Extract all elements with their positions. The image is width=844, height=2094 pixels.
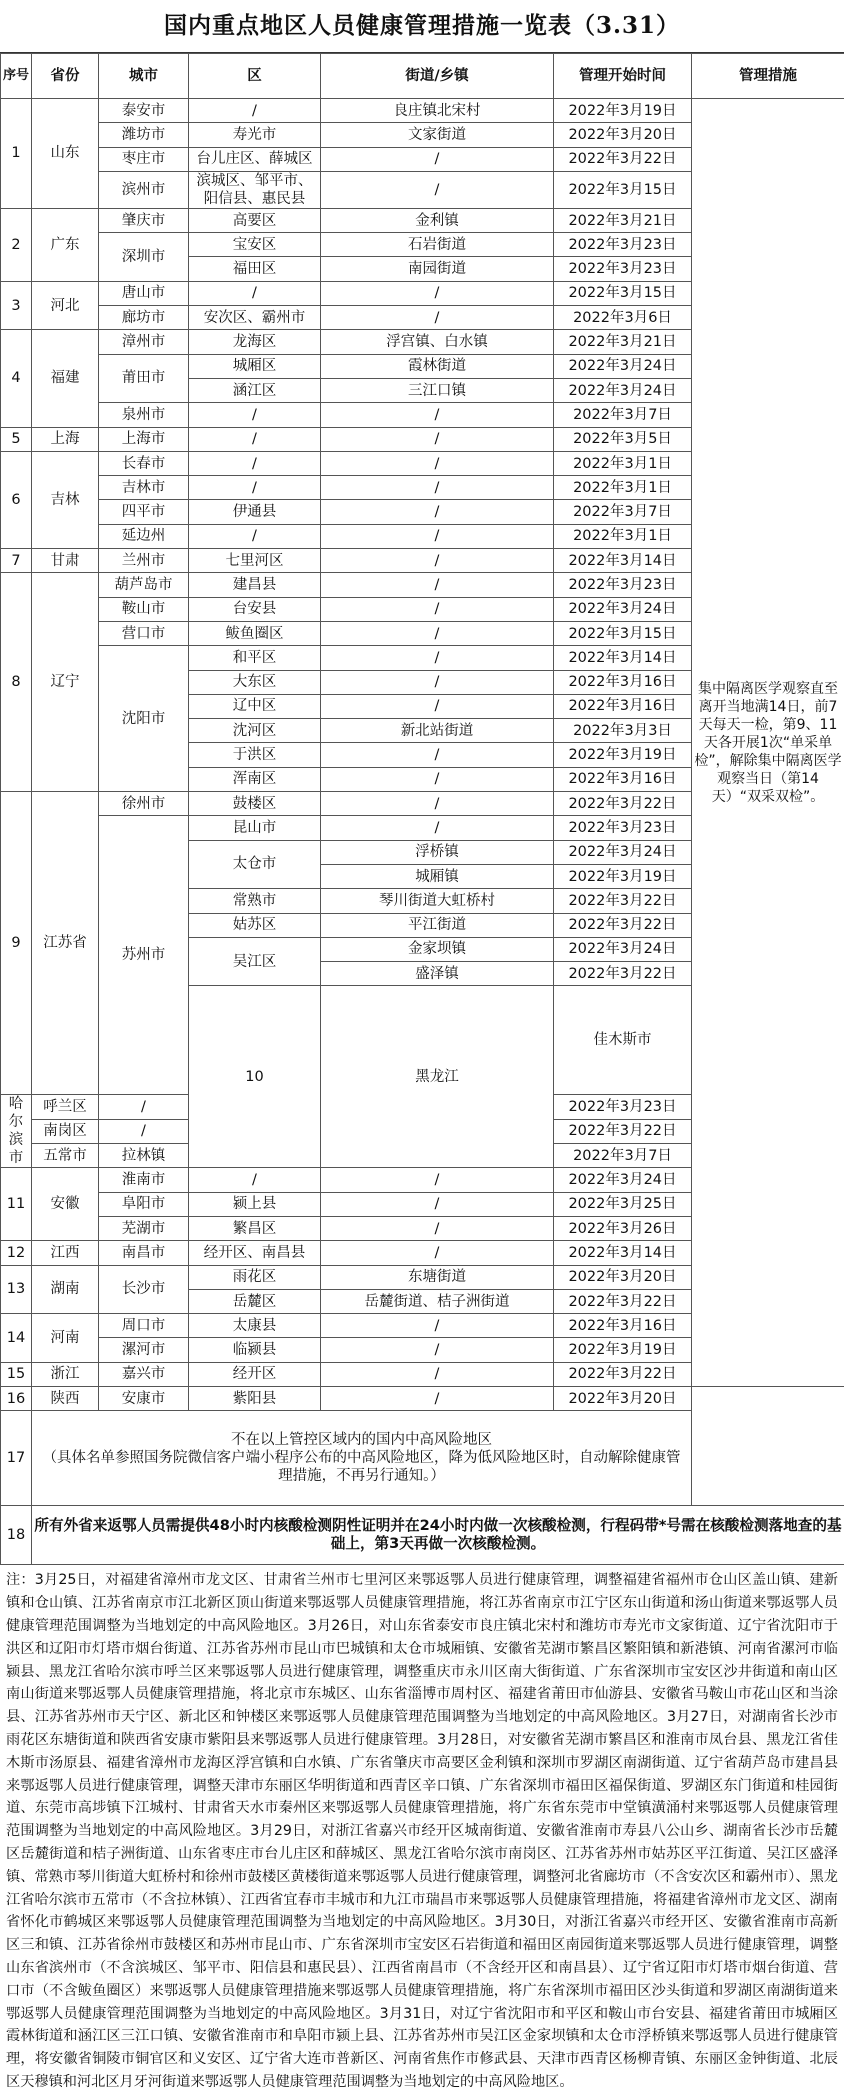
city-cell: 哈尔滨市: [1, 1095, 32, 1168]
seq-cell: 18: [1, 1506, 32, 1565]
date-cell: 2022年3月23日: [554, 573, 692, 597]
seq-cell: 5: [1, 427, 32, 451]
street-cell: /: [321, 403, 554, 427]
street-cell: 南园街道: [321, 257, 554, 281]
date-cell: 2022年3月24日: [554, 1168, 692, 1192]
street-cell: /: [321, 1168, 554, 1192]
province-cell: 山东: [32, 99, 99, 209]
seq-cell: 17: [1, 1411, 32, 1506]
date-cell: 2022年3月20日: [554, 1387, 692, 1411]
street-cell: 霞林街道: [321, 354, 554, 378]
district-cell: 太仓市: [189, 840, 321, 889]
city-cell: 葫芦岛市: [99, 573, 189, 597]
date-cell: 2022年3月22日: [554, 962, 692, 986]
district-cell: 鼓楼区: [189, 792, 321, 816]
province-cell: 上海: [32, 427, 99, 451]
city-cell: 兰州市: [99, 549, 189, 573]
city-cell: 佳木斯市: [554, 986, 692, 1095]
district-cell: 滨城区、邹平市、阳信县、惠民县: [189, 171, 321, 208]
street-cell: /: [321, 147, 554, 171]
street-cell: /: [321, 767, 554, 791]
date-cell: 2022年3月23日: [554, 257, 692, 281]
date-cell: 2022年3月22日: [554, 1362, 692, 1386]
city-cell: 芜湖市: [99, 1216, 189, 1240]
street-cell: /: [321, 549, 554, 573]
district-cell: 建昌县: [189, 573, 321, 597]
measures-table: [0, 53, 844, 1565]
date-cell: 2022年3月24日: [554, 378, 692, 402]
seq-cell: 11: [1, 1168, 32, 1241]
table-row-18: [1, 1506, 844, 1565]
date-cell: 2022年3月7日: [554, 500, 692, 524]
district-cell: 沈河区: [189, 719, 321, 743]
city-cell: 漳州市: [99, 330, 189, 354]
street-cell: 拉林镇: [99, 1144, 189, 1168]
street-cell: 良庄镇北宋村: [321, 99, 554, 123]
district-cell: 龙海区: [189, 330, 321, 354]
district-cell: 七里河区: [189, 549, 321, 573]
date-cell: 2022年3月23日: [554, 816, 692, 840]
city-cell: 南昌市: [99, 1241, 189, 1265]
street-cell: 东塘街道: [321, 1265, 554, 1289]
date-cell: 2022年3月16日: [554, 767, 692, 791]
street-cell: /: [321, 171, 554, 208]
district-cell: 鲅鱼圈区: [189, 621, 321, 645]
city-cell: 延边州: [99, 524, 189, 548]
district-cell: 辽中区: [189, 694, 321, 718]
district-cell: 安次区、霸州市: [189, 306, 321, 330]
seq-cell: 14: [1, 1314, 32, 1363]
date-cell: 2022年3月22日: [554, 913, 692, 937]
date-cell: 2022年3月26日: [554, 1216, 692, 1240]
city-cell: 滨州市: [99, 171, 189, 208]
district-cell: /: [189, 99, 321, 123]
city-cell: 长春市: [99, 451, 189, 475]
street-cell: /: [321, 427, 554, 451]
district-cell: 吴江区: [189, 937, 321, 986]
header-street: 街道/乡镇: [321, 54, 554, 99]
district-cell: /: [189, 427, 321, 451]
street-cell: /: [321, 500, 554, 524]
city-cell: 莆田市: [99, 354, 189, 403]
table-row: [1, 99, 844, 123]
street-cell: /: [321, 573, 554, 597]
street-cell: /: [321, 816, 554, 840]
street-cell: /: [321, 792, 554, 816]
province-cell: 江西: [32, 1241, 99, 1265]
street-cell: 平江街道: [321, 913, 554, 937]
city-cell: 廊坊市: [99, 306, 189, 330]
date-cell: 2022年3月24日: [554, 840, 692, 864]
date-cell: 2022年3月15日: [554, 281, 692, 305]
generic-area-line1: 不在以上管控区域内的国内中高风险地区: [34, 1431, 689, 1449]
province-cell: 浙江: [32, 1362, 99, 1386]
street-cell: 文家街道: [321, 123, 554, 147]
city-cell: 徐州市: [99, 792, 189, 816]
date-cell: 2022年3月22日: [554, 1119, 692, 1143]
street-cell: 城厢镇: [321, 864, 554, 888]
header-city: 城市: [99, 54, 189, 99]
date-cell: 2022年3月15日: [554, 621, 692, 645]
province-cell: 辽宁: [32, 573, 99, 792]
street-cell: 三江口镇: [321, 378, 554, 402]
date-cell: 2022年3月20日: [554, 1265, 692, 1289]
street-cell: /: [321, 621, 554, 645]
seq-cell: 10: [189, 986, 321, 1168]
date-cell: 2022年3月19日: [554, 99, 692, 123]
district-cell: 颍上县: [189, 1192, 321, 1216]
district-cell: 经开区: [189, 1362, 321, 1386]
street-cell: 岳麓街道、桔子洲街道: [321, 1289, 554, 1313]
header-district: 区: [189, 54, 321, 99]
date-cell: 2022年3月16日: [554, 694, 692, 718]
province-cell: 福建: [32, 330, 99, 427]
province-cell: 河南: [32, 1314, 99, 1363]
district-cell: 繁昌区: [189, 1216, 321, 1240]
street-cell: 琴川街道大虹桥村: [321, 889, 554, 913]
date-cell: 2022年3月1日: [554, 524, 692, 548]
date-cell: 2022年3月22日: [554, 889, 692, 913]
street-cell: /: [321, 646, 554, 670]
seq-cell: 16: [1, 1387, 32, 1411]
date-cell: 2022年3月15日: [554, 171, 692, 208]
outside-province-rule-cell: 所有外省来返鄂人员需提供48小时内核酸检测阴性证明并在24小时内做一次核酸检测，行程码带*号需在核酸检测落地查的基础上，第3天再做一次核酸检测。: [32, 1506, 844, 1565]
date-cell: 2022年3月19日: [554, 743, 692, 767]
street-cell: /: [321, 476, 554, 500]
date-cell: 2022年3月19日: [554, 864, 692, 888]
city-cell: 肇庆市: [99, 208, 189, 232]
district-cell: 和平区: [189, 646, 321, 670]
measure-cell: [692, 99, 844, 1387]
date-cell: 2022年3月19日: [554, 1338, 692, 1362]
district-cell: /: [189, 1168, 321, 1192]
city-cell: 唐山市: [99, 281, 189, 305]
city-cell: 四平市: [99, 500, 189, 524]
district-cell: 五常市: [32, 1144, 99, 1168]
header-measure: 管理措施: [692, 54, 844, 99]
province-cell: 湖南: [32, 1265, 99, 1314]
city-cell: 淮南市: [99, 1168, 189, 1192]
seq-cell: 12: [1, 1241, 32, 1265]
district-cell: /: [189, 451, 321, 475]
table-row: [1, 1387, 844, 1411]
seq-cell: 7: [1, 549, 32, 573]
date-cell: 2022年3月21日: [554, 330, 692, 354]
district-cell: 福田区: [189, 257, 321, 281]
street-cell: /: [321, 281, 554, 305]
province-cell: 江苏省: [32, 792, 99, 1095]
street-cell: /: [321, 670, 554, 694]
seq-cell: 9: [1, 792, 32, 1095]
district-cell: 城厢区: [189, 354, 321, 378]
date-cell: 2022年3月21日: [554, 208, 692, 232]
street-cell: /: [321, 1314, 554, 1338]
district-cell: /: [189, 476, 321, 500]
street-cell: /: [321, 1387, 554, 1411]
city-cell: 安康市: [99, 1387, 189, 1411]
street-cell: /: [321, 524, 554, 548]
seq-cell: 8: [1, 573, 32, 792]
date-cell: 2022年3月24日: [554, 354, 692, 378]
street-cell: /: [321, 306, 554, 330]
date-cell: 2022年3月1日: [554, 476, 692, 500]
date-cell: 2022年3月22日: [554, 147, 692, 171]
street-cell: /: [321, 1216, 554, 1240]
header-seq: 序号: [1, 54, 32, 99]
city-cell: 泰安市: [99, 99, 189, 123]
street-cell: 金利镇: [321, 208, 554, 232]
city-cell: 吉林市: [99, 476, 189, 500]
street-cell: 浮宫镇、白水镇: [321, 330, 554, 354]
district-cell: 经开区、南昌县: [189, 1241, 321, 1265]
street-cell: /: [321, 451, 554, 475]
city-cell: 泉州市: [99, 403, 189, 427]
seq-cell: 13: [1, 1265, 32, 1314]
street-cell: /: [321, 1338, 554, 1362]
header-start-date: 管理开始时间: [554, 54, 692, 99]
city-cell: 嘉兴市: [99, 1362, 189, 1386]
province-cell: 安徽: [32, 1168, 99, 1241]
date-cell: 2022年3月14日: [554, 549, 692, 573]
province-cell: 黑龙江: [321, 986, 554, 1168]
footnote: 注：3月25日，对福建省漳州市龙文区、甘肃省兰州市七里河区来鄂返鄂人员进行健康管理，调整福建省福州市仓山区盖山镇、建新镇和仓山镇、江苏省南京市江北新区顶山街道来鄂返鄂人员健康管理措施，将江苏省南京市江宁区东山街道和汤山街道来鄂返鄂人员健康管理范围调整为当地划定的中高风险地区。3月26日，对山东省泰安市良庄镇北宋村和潍坊市寿光市文家街道、辽宁省沈阳市于洪区和辽阳市灯塔市烟台街道、江苏省苏州市昆山市巴城镇和太仓市城厢镇、安徽省芜湖市繁昌区繁阳镇和新港镇、河南省漯河市临颍县、黑龙江省哈尔滨市呼兰区来鄂返鄂人员进行健康管理，调整重庆市永川区南大街街道、广东省深圳市宝安区沙井街道和南山区南山街道来鄂返鄂人员健康管理措施，将北京市东城区、山东省淄博市周村区、福建省莆田市仙游县、安徽省马鞍山市花山区和当涂县、江苏省苏州市天宁区、新北区和钟楼区来鄂返鄂人员健康管理范围调整为当地划定的中高风险地区。3月27日，对湖南省长沙市雨花区东塘街道和陕西省安康市紫阳县来鄂返鄂人员进行健康管理。3月28日，对安徽省芜湖市繁昌区和淮南市凤台县、黑龙江省佳木斯市汤原县、福建省漳州市龙海区浮宫镇和白水镇、广东省肇庆市高要区金利镇和深圳市罗湖区南湖街道、辽宁省葫芦岛市建昌县来鄂返鄂人员进行健康管理，调整天津市东丽区华明街道和西青区辛口镇、广东省深圳市福田区福保街道、罗湖区东门街道和桂园街道、东莞市高埗镇下江城村、甘肃省天水市秦州区来鄂返鄂人员健康管理措施，将广东省东莞市中堂镇潢涌村来鄂返鄂人员健康管理范围调整为当地划定的中高风险地区。3月29日，对浙江省嘉兴市经开区城南街道、安徽省淮南市寿县八公山乡、湖南省长沙市岳麓区岳麓街道和桔子洲街道、山东省枣庄市台儿庄区和薛城区、黑龙江省哈尔滨市南岗区、江苏省苏州市姑苏区平江街道、吴江区盛泽镇、常熟市琴川街道大虹桥村和徐州市鼓楼区黄楼街道来鄂返鄂人员进行健康管理，调整河北省廊坊市（不含安次区和霸州市）、黑龙江省哈尔滨市五常市（不含拉林镇）、江西省宜春市丰城市和九江市瑞昌市来鄂返鄂人员健康管理措施，将福建省漳州市龙文区、湖南省怀化市鹤城区来鄂返鄂人员健康管理范围调整为当地划定的中高风险地区。3月30日，对浙江省嘉兴市经开区、安徽省淮南市高新区三和镇、江苏省徐州市鼓楼区和苏州市昆山市、广东省深圳市宝安区石岩街道和福田区南园街道来鄂返鄂人员进行健康管理，调整山东省滨州市（不含滨城区、邹平市、阳信县和惠民县）、江西省南昌市（不含经开区和南昌县）、辽宁省辽阳市灯塔市烟台街道、营口市（不含鲅鱼圈区）来鄂返鄂人员健康管理措施来鄂返鄂人员健康管理措施，将广东省深圳市福田区沙头街道和罗湖区南湖街道来鄂返鄂人员健康管理范围调整为当地划定的中高风险地区。3月31日，对辽宁省沈阳市和平区和鞍山市台安县、福建省莆田市城厢区霞林街道和涵江区三江口镇、安徽省淮南市和阜阳市颍上县、江苏省苏州市吴江区金家坝镇和太仓市浮桥镇来鄂返鄂人员进行健康管理，将安徽省铜陵市铜官区和义安区、辽宁省大连市普新区、河南省焦作市修武县、天津市西青区杨柳青镇、东丽区金钟街道、北辰区天穆镇和河北区月牙河街道来鄂返鄂人员健康管理范围调整为当地划定的中高风险地区。: [0, 1565, 844, 2093]
date-cell: 2022年3月22日: [554, 792, 692, 816]
seq-cell: 2: [1, 208, 32, 281]
district-cell: 呼兰区: [32, 1095, 99, 1119]
seq-cell: 15: [1, 1362, 32, 1386]
district-cell: 涵江区: [189, 378, 321, 402]
date-cell: 2022年3月7日: [554, 403, 692, 427]
street-cell: /: [321, 694, 554, 718]
street-cell: /: [99, 1095, 189, 1119]
province-cell: 河北: [32, 281, 99, 330]
date-cell: 2022年3月14日: [554, 646, 692, 670]
district-cell: 台儿庄区、薛城区: [189, 147, 321, 171]
province-cell: 广东: [32, 208, 99, 281]
district-cell: 宝安区: [189, 233, 321, 257]
province-cell: 甘肃: [32, 549, 99, 573]
header-province: 省份: [32, 54, 99, 99]
date-cell: 2022年3月1日: [554, 451, 692, 475]
street-cell: /: [321, 1241, 554, 1265]
city-cell: 沈阳市: [99, 646, 189, 792]
city-cell: 漯河市: [99, 1338, 189, 1362]
date-cell: 2022年3月23日: [554, 1095, 692, 1119]
date-cell: 2022年3月3日: [554, 719, 692, 743]
city-cell: 阜阳市: [99, 1192, 189, 1216]
district-cell: 岳麓区: [189, 1289, 321, 1313]
street-cell: /: [321, 1362, 554, 1386]
date-cell: 2022年3月5日: [554, 427, 692, 451]
district-cell: 姑苏区: [189, 913, 321, 937]
district-cell: /: [189, 281, 321, 305]
date-cell: 2022年3月24日: [554, 937, 692, 961]
date-cell: 2022年3月24日: [554, 597, 692, 621]
city-cell: 上海市: [99, 427, 189, 451]
street-cell: 浮桥镇: [321, 840, 554, 864]
seq-cell: 6: [1, 451, 32, 548]
seq-cell: 3: [1, 281, 32, 330]
city-cell: 潍坊市: [99, 123, 189, 147]
street-cell: /: [321, 743, 554, 767]
district-cell: 台安县: [189, 597, 321, 621]
street-cell: 石岩街道: [321, 233, 554, 257]
city-cell: 周口市: [99, 1314, 189, 1338]
street-cell: /: [99, 1119, 189, 1143]
date-cell: 2022年3月20日: [554, 123, 692, 147]
date-cell: 2022年3月6日: [554, 306, 692, 330]
table-row-17: [1, 1411, 844, 1506]
district-cell: 临颍县: [189, 1338, 321, 1362]
city-cell: 长沙市: [99, 1265, 189, 1314]
street-cell: /: [321, 597, 554, 621]
date-cell: 2022年3月7日: [554, 1144, 692, 1168]
district-cell: 常熟市: [189, 889, 321, 913]
district-cell: 浑南区: [189, 767, 321, 791]
street-cell: 新北站街道: [321, 719, 554, 743]
date-cell: 2022年3月22日: [554, 1289, 692, 1313]
city-cell: 深圳市: [99, 233, 189, 282]
date-cell: 2022年3月16日: [554, 670, 692, 694]
district-cell: /: [189, 524, 321, 548]
measure-text: 集中隔离医学观察直至离开当地满14日，前7天每天一检，第9、11天各开展1次“单采单检”，解除集中隔离医学观察当日（第14天）“双采双检”。: [694, 681, 841, 805]
district-cell: 大东区: [189, 670, 321, 694]
district-cell: 伊通县: [189, 500, 321, 524]
date-cell: 2022年3月16日: [554, 1314, 692, 1338]
district-cell: 南岗区: [32, 1119, 99, 1143]
date-cell: 2022年3月25日: [554, 1192, 692, 1216]
province-cell: 吉林: [32, 451, 99, 548]
district-cell: 雨花区: [189, 1265, 321, 1289]
generic-area-cell: [32, 1411, 692, 1506]
district-cell: 高要区: [189, 208, 321, 232]
district-cell: 于洪区: [189, 743, 321, 767]
street-cell: /: [321, 1192, 554, 1216]
date-cell: 2022年3月23日: [554, 233, 692, 257]
district-cell: 太康县: [189, 1314, 321, 1338]
district-cell: 紫阳县: [189, 1387, 321, 1411]
city-cell: 营口市: [99, 621, 189, 645]
city-cell: 苏州市: [99, 816, 189, 1095]
district-cell: /: [189, 403, 321, 427]
province-cell: 陕西: [32, 1387, 99, 1411]
city-cell: 鞍山市: [99, 597, 189, 621]
district-cell: 昆山市: [189, 816, 321, 840]
seq-cell: 1: [1, 99, 32, 209]
page-title: 国内重点地区人员健康管理措施一览表（3.31）: [0, 0, 844, 53]
date-cell: 2022年3月14日: [554, 1241, 692, 1265]
generic-area-line2: （具体名单参照国务院微信客户端小程序公布的中高风险地区，降为低风险地区时，自动解除健康管理措施，不再另行通知。）: [34, 1449, 689, 1485]
street-cell: 盛泽镇: [321, 962, 554, 986]
district-cell: 寿光市: [189, 123, 321, 147]
street-cell: 金家坝镇: [321, 937, 554, 961]
seq-cell: 4: [1, 330, 32, 427]
city-cell: 枣庄市: [99, 147, 189, 171]
table-header-row: [1, 54, 844, 99]
